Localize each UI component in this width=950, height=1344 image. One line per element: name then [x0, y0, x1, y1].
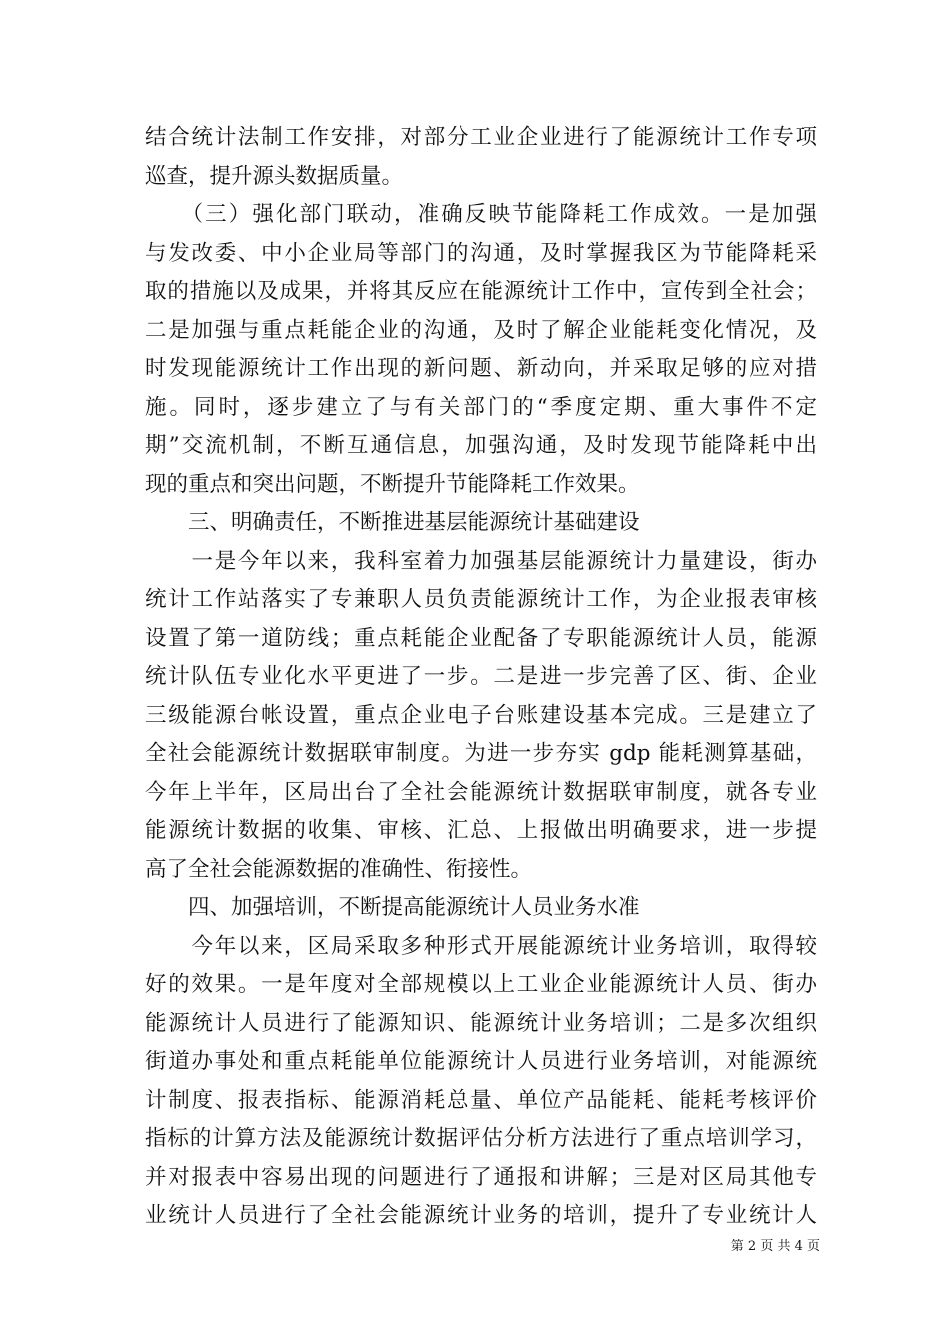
text-line: 能源统计人员进行了能源知识、能源统计业务培训；二是多次组织 — [145, 1010, 817, 1036]
text-line: （三）强化部门联动，准确反映节能降耗工作成效。一是加强 — [145, 202, 817, 227]
text-line: 一是今年以来，我科室着力加强基层能源统计力量建设，街办 — [145, 548, 817, 574]
text-line: 与发改委、中小企业局等部门的沟通，及时掌握我区为节能降耗采 — [145, 240, 817, 266]
text-line: 业统计人员进行了全社会能源统计业务的培训，提升了专业统计人 — [145, 1203, 817, 1228]
text-line: 街道办事处和重点耗能单位能源统计人员进行业务培训，对能源统 — [145, 1049, 817, 1074]
page-number: 第 2 页 共 4 页 — [730, 1239, 820, 1254]
text-line: 高了全社会能源数据的准确性、衔接性。 — [145, 856, 533, 882]
section-heading: 三、明确责任，不断推进基层能源统计基础建设 — [145, 510, 640, 535]
text-line: 计制度、报表指标、能源消耗总量、单位产品能耗、能耗考核评价 — [145, 1087, 817, 1113]
text-line: 期”交流机制，不断互通信息，加强沟通，及时发现节能降耗中出 — [145, 433, 817, 458]
text-line: 取的措施以及成果，并将其反应在能源统计工作中，宣传到全社会； — [145, 279, 817, 304]
text-line: 设置了第一道防线；重点耗能企业配备了专职能源统计人员，能源 — [145, 625, 817, 651]
text-line: 好的效果。一是年度对全部规模以上工业企业能源统计人员、街办 — [145, 972, 817, 997]
text-line: 结合统计法制工作安排，对部分工业企业进行了能源统计工作专项 — [145, 125, 817, 150]
section-heading: 四、加强培训，不断提高能源统计人员业务水准 — [145, 895, 640, 920]
text-line: 时发现能源统计工作出现的新问题、新动向，并采取足够的应对措 — [145, 356, 817, 381]
text-line: 并对报表中容易出现的问题进行了通报和讲解；三是对区局其他专 — [145, 1164, 817, 1190]
text-line: 指标的计算方法及能源统计数据评估分析方法进行了重点培训学习， — [145, 1126, 817, 1151]
text-line: 统计队伍专业化水平更进了一步。二是进一步完善了区、街、企业 — [145, 664, 817, 689]
text-line: 二是加强与重点耗能企业的沟通，及时了解企业能耗变化情况，及 — [145, 317, 817, 343]
text-line: 能源统计数据的收集、审核、汇总、上报做出明确要求，进一步提 — [145, 818, 817, 843]
text-line: 全社会能源统计数据联审制度。为进一步夯实 gdp 能耗测算基础， — [145, 741, 817, 766]
text-line: 今年以来，区局采取多种形式开展能源统计业务培训，取得较 — [145, 933, 817, 959]
document-body — [145, 119, 817, 1236]
text-line: 巡查，提升源头数据质量。 — [145, 163, 404, 189]
text-line: 统计工作站落实了专兼职人员负责能源统计工作，为企业报表审核 — [145, 587, 817, 612]
text-line: 三级能源台帐设置，重点企业电子台账建设基本完成。三是建立了 — [145, 702, 817, 728]
text-line: 今年上半年，区局出台了全社会能源统计数据联审制度，就各专业 — [145, 779, 817, 805]
text-line: 现的重点和突出问题，不断提升节能降耗工作效果。 — [145, 471, 640, 497]
text-line: 施。同时，逐步建立了与有关部门的“季度定期、重大事件不定 — [145, 394, 817, 420]
